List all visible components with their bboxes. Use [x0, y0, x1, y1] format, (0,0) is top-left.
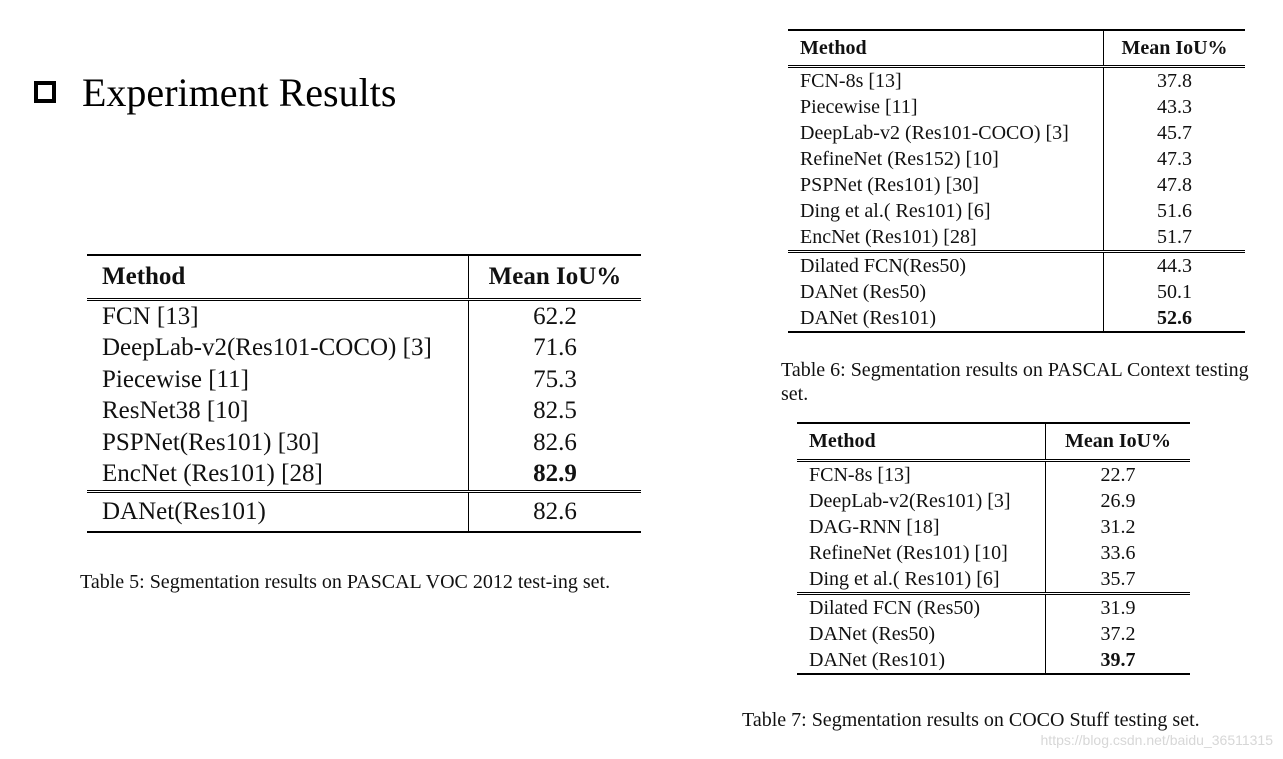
table-row	[87, 427, 641, 459]
method-cell: FCN-8s [13]	[809, 463, 911, 486]
method-cell: FCN [13]	[102, 302, 199, 330]
table-row	[797, 621, 1190, 647]
table-row	[797, 488, 1190, 514]
method-cell: DAG-RNN [18]	[809, 515, 940, 538]
table-row	[788, 279, 1245, 305]
table-6-caption: Table 6: Segmentation results on PASCAL Context testing set.	[781, 359, 1249, 405]
method-cell: ResNet38 [10]	[102, 397, 249, 425]
method-cell: Ding et al.( Res101) [6]	[800, 199, 991, 222]
iou-cell: 82.6	[469, 427, 642, 459]
method-cell: DeepLab-v2(Res101-COCO) [3]	[102, 334, 432, 362]
iou-cell: 51.7	[1104, 224, 1246, 252]
method-cell: RefineNet (Res152) [10]	[800, 147, 999, 170]
iou-cell: 82.6	[469, 492, 642, 533]
method-cell: Dilated FCN (Res50)	[809, 596, 981, 619]
table-row	[797, 647, 1190, 674]
iou-cell: 45.7	[1104, 120, 1246, 146]
table-row	[797, 461, 1190, 489]
iou-header: Mean IoU%	[1104, 30, 1246, 67]
method-cell: DANet (Res50)	[809, 622, 936, 645]
method-cell: DANet (Res101)	[800, 306, 937, 329]
iou-cell: 75.3	[469, 364, 642, 396]
method-cell: EncNet (Res101) [28]	[800, 225, 977, 248]
table-row	[788, 305, 1245, 332]
method-header: Method	[809, 430, 876, 452]
method-header: Method	[800, 36, 867, 59]
iou-cell: 47.3	[1104, 146, 1246, 172]
method-cell: Piecewise [11]	[800, 95, 918, 118]
method-cell: DANet (Res101)	[809, 648, 946, 671]
table-row	[788, 172, 1245, 198]
method-header: Method	[102, 263, 186, 290]
table-row	[788, 94, 1245, 120]
iou-cell: 62.2	[469, 300, 642, 333]
iou-cell: 35.7	[1046, 566, 1191, 594]
table-row	[87, 300, 641, 333]
iou-cell: 51.6	[1104, 198, 1246, 224]
table-row	[788, 224, 1245, 252]
iou-cell-best: 82.9	[469, 459, 642, 492]
iou-cell: 33.6	[1046, 540, 1191, 566]
iou-cell: 43.3	[1104, 94, 1246, 120]
method-cell: Ding et al.( Res101) [6]	[809, 567, 1000, 590]
method-cell: Piecewise [11]	[102, 365, 249, 393]
table-row	[788, 67, 1245, 95]
section-heading	[34, 70, 396, 114]
iou-cell: 71.6	[469, 333, 642, 365]
method-cell: FCN-8s [13]	[800, 69, 902, 92]
iou-cell: 50.1	[1104, 279, 1246, 305]
iou-cell: 37.8	[1104, 67, 1246, 95]
section-title: Experiment Results	[82, 69, 397, 115]
iou-header: Mean IoU%	[1046, 423, 1191, 461]
method-cell: RefineNet (Res101) [10]	[809, 541, 1008, 564]
iou-cell: 31.9	[1046, 594, 1191, 622]
table-row	[797, 594, 1190, 622]
table-row	[788, 120, 1245, 146]
table-6	[788, 29, 1245, 333]
table-5-caption: Table 5: Segmentation results on PASCAL VOC 2012 test-ing set.	[80, 571, 611, 593]
iou-cell: 26.9	[1046, 488, 1191, 514]
table-row	[788, 146, 1245, 172]
iou-cell-best: 52.6	[1104, 305, 1246, 332]
iou-cell: 47.8	[1104, 172, 1246, 198]
table-row	[87, 396, 641, 428]
table-row	[797, 514, 1190, 540]
table-row	[788, 198, 1245, 224]
method-cell: EncNet (Res101) [28]	[102, 460, 323, 488]
table-row	[87, 459, 641, 492]
method-cell: DANet(Res101)	[102, 498, 266, 525]
method-cell: Dilated FCN(Res50)	[800, 254, 967, 277]
iou-cell: 22.7	[1046, 461, 1191, 489]
method-cell: PSPNet(Res101) [30]	[102, 428, 320, 456]
iou-cell: 37.2	[1046, 621, 1191, 647]
method-cell: DeepLab-v2 (Res101-COCO) [3]	[800, 121, 1069, 144]
square-bullet-icon	[34, 81, 56, 103]
iou-cell: 44.3	[1104, 252, 1246, 280]
table-row	[797, 540, 1190, 566]
iou-cell: 82.5	[469, 396, 642, 428]
method-cell: DANet (Res50)	[800, 280, 927, 303]
table-5	[87, 254, 641, 533]
iou-header: Mean IoU%	[469, 255, 642, 300]
table-row	[788, 252, 1245, 280]
table-row	[87, 333, 641, 365]
watermark: https://blog.csdn.net/baidu_36511315	[1040, 732, 1273, 748]
table-row	[87, 364, 641, 396]
method-cell: PSPNet (Res101) [30]	[800, 173, 979, 196]
iou-cell: 31.2	[1046, 514, 1191, 540]
method-cell: DeepLab-v2(Res101) [3]	[809, 489, 1011, 512]
iou-cell-best: 39.7	[1046, 647, 1191, 674]
table-7-caption: Table 7: Segmentation results on COCO Stuff testing set.	[742, 709, 1200, 731]
table-row	[797, 566, 1190, 594]
table-row	[87, 492, 641, 533]
table-7	[797, 422, 1190, 675]
